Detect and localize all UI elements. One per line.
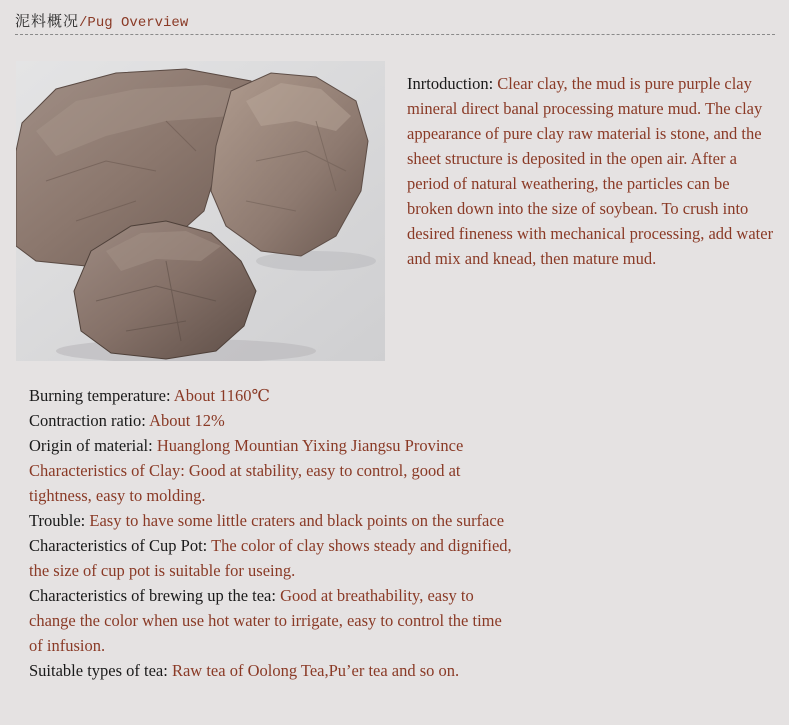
property-characteristics-clay bbox=[29, 458, 519, 508]
property-value: About 12% bbox=[149, 411, 225, 430]
property-label: Burning temperature: bbox=[29, 386, 174, 405]
section-title-en: Pug Overview bbox=[87, 15, 189, 31]
property-label: Suitable types of tea: bbox=[29, 661, 172, 680]
property-cup-pot bbox=[29, 533, 519, 583]
property-value: Raw tea of Oolong Tea,Pu’er tea and so on. bbox=[171, 661, 460, 680]
property-label: Contraction ratio: bbox=[29, 411, 150, 430]
property-value: Easy to have some little craters and black points on the surface bbox=[89, 511, 505, 530]
property-tea-types bbox=[29, 658, 519, 683]
property-origin bbox=[29, 433, 519, 458]
property-value: About 1160℃ bbox=[173, 386, 271, 405]
introduction-text: Clear clay, the mud is pure purple clay mineral direct banal processing mature mud. The clay appearance of pure clay raw material is stone, and the sheet structure is deposited in the open air. After a period of natural weathering, the particles can be broken down into the size of soybean. To crush into desired fineness with mechanical processing, add water and mix and knead, then mature mud. bbox=[407, 74, 774, 268]
property-contraction-ratio bbox=[29, 408, 519, 433]
property-value: Good at breathability, easy to change the color when use hot water to irrigate, easy to control the time of infusion. bbox=[29, 586, 502, 655]
property-value: Huanglong Mountian Yixing Jiangsu Province bbox=[156, 436, 464, 455]
property-value: Characteristics of Clay: Good at stability, easy to control, good at tightness, easy to molding. bbox=[29, 461, 461, 505]
property-label: Origin of material: bbox=[29, 436, 157, 455]
property-label: Characteristics of brewing up the tea: bbox=[29, 586, 281, 605]
section-title-cn: 泥料概况 bbox=[15, 12, 80, 30]
property-burning-temperature bbox=[29, 383, 519, 408]
introduction-paragraph bbox=[407, 71, 777, 271]
title-separator: / bbox=[79, 15, 88, 31]
section-header bbox=[15, 11, 188, 33]
property-trouble bbox=[29, 508, 519, 533]
property-label: Characteristics of Cup Pot: bbox=[29, 536, 212, 555]
property-label: Trouble: bbox=[29, 511, 90, 530]
property-list bbox=[29, 383, 519, 683]
clay-stone-photo bbox=[16, 61, 385, 361]
dashed-divider bbox=[15, 34, 775, 35]
property-brewing bbox=[29, 583, 519, 658]
introduction-label: Inrtoduction: bbox=[407, 74, 498, 93]
property-value: The color of clay shows steady and dignified, the size of cup pot is suitable for useing. bbox=[29, 536, 512, 580]
